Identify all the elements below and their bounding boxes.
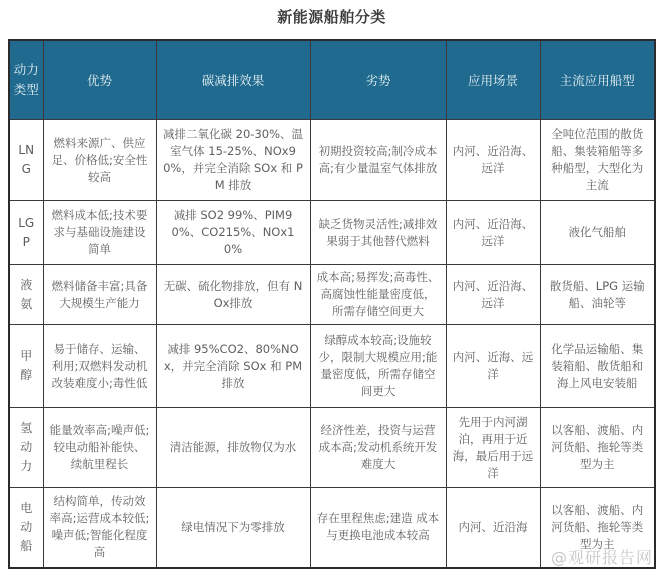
cell-emission-effect: 清洁能源，排放物仅为水 xyxy=(156,408,310,488)
cell-ship-types: 以客船、渡船、内河货船、拖轮等类型为主 xyxy=(540,408,655,488)
cell-disadvantages: 初期投资较高;制冷成本高;有少量温室气体排放 xyxy=(310,120,446,201)
cell-type: 液氨 xyxy=(9,265,43,325)
cell-disadvantages: 存在里程焦虑;建造 成本与更换电池成本较高 xyxy=(310,488,446,568)
table-row xyxy=(9,325,655,408)
cell-type: LGP xyxy=(9,201,43,265)
cell-scenarios: 内河、近海、远洋 xyxy=(446,325,540,408)
cell-scenarios: 内河、近沿海 xyxy=(446,488,540,568)
watermark: @观研报告网 xyxy=(550,548,653,567)
cell-scenarios: 内河、近沿海、远洋 xyxy=(446,120,540,201)
header-emission-effect: 碳减排效果 xyxy=(156,40,310,120)
cell-type: 电动船 xyxy=(9,488,43,568)
cell-advantages: 燃料来源广、供应足、价格低;安全性较高 xyxy=(43,120,156,201)
header-ship-types: 主流应用船型 xyxy=(540,40,655,120)
table-row xyxy=(9,201,655,265)
cell-disadvantages: 经济性差，投资与运营成本高;发动机系统开发难度大 xyxy=(310,408,446,488)
cell-advantages: 结构简单，传动效率高;运营成本较低;噪声低;智能化程度高 xyxy=(43,488,156,568)
cell-type: LNG xyxy=(9,120,43,201)
cell-emission-effect: 减排 SO2 99%、PIM90%、CO215%、NOx10% xyxy=(156,201,310,265)
cell-emission-effect: 无碳、硫化物排放，但有 NOx排放 xyxy=(156,265,310,325)
cell-advantages: 燃料储备丰富;具备大规模生产能力 xyxy=(43,265,156,325)
ship-classification-table xyxy=(8,39,656,569)
cell-ship-types: 液化气船舶 xyxy=(540,201,655,265)
cell-ship-types: 散货船、LPG 运输船、油轮等 xyxy=(540,265,655,325)
page-title: 新能源船舶分类 xyxy=(277,8,386,26)
cell-ship-types: 化学品运输船、集装箱船、散货船和海上风电安装船 xyxy=(540,325,655,408)
cell-type: 氢动力 xyxy=(9,408,43,488)
table-row xyxy=(9,265,655,325)
table-row xyxy=(9,408,655,488)
cell-ship-types: 以客船、渡船、内河货船、拖轮等类型为主 xyxy=(540,488,655,568)
cell-disadvantages: 缺乏货物灵活性;减排效果弱于其他替代燃料 xyxy=(310,201,446,265)
header-disadvantages: 劣势 xyxy=(310,40,446,120)
cell-emission-effect: 绿电情况下为零排放 xyxy=(156,488,310,568)
table-header-row xyxy=(9,40,655,120)
cell-advantages: 能量效率高;噪声低;较电动船补能快、续航里程长 xyxy=(43,408,156,488)
cell-emission-effect: 减排 95%CO2、80%NOx，并完全消除 SOx 和 PM 排放 xyxy=(156,325,310,408)
cell-scenarios: 内河、近沿海、远洋 xyxy=(446,201,540,265)
cell-disadvantages: 绿醇成本较高;设施较少，限制大规模应用;能量密度低，所需存储空间更大 xyxy=(310,325,446,408)
cell-type: 甲醇 xyxy=(9,325,43,408)
cell-advantages: 燃料成本低;技术要求与基础设施建设简单 xyxy=(43,201,156,265)
cell-emission-effect: 减排二氧化碳 20-30%、温室气体 15-25%、NOx90%，并完全消除 SOx 和 PM 排放 xyxy=(156,120,310,201)
header-scenarios: 应用场景 xyxy=(446,40,540,120)
cell-ship-types: 全吨位范围的散货船、集装箱船等多种船型，大型化为主流 xyxy=(540,120,655,201)
cell-scenarios: 先用于内河湖泊，再用于近海，最后用于远洋 xyxy=(446,408,540,488)
table-row xyxy=(9,120,655,201)
header-advantages: 优势 xyxy=(43,40,156,120)
cell-disadvantages: 成本高;易挥发;高毒性、高腐蚀性能量密度低，所需存储空间更大 xyxy=(310,265,446,325)
cell-advantages: 易于储存、运输、利用;双燃料发动机改装难度小;毒性低 xyxy=(43,325,156,408)
header-power-type: 动力类型 xyxy=(9,40,43,120)
cell-scenarios: 内河、近沿海、远洋 xyxy=(446,265,540,325)
